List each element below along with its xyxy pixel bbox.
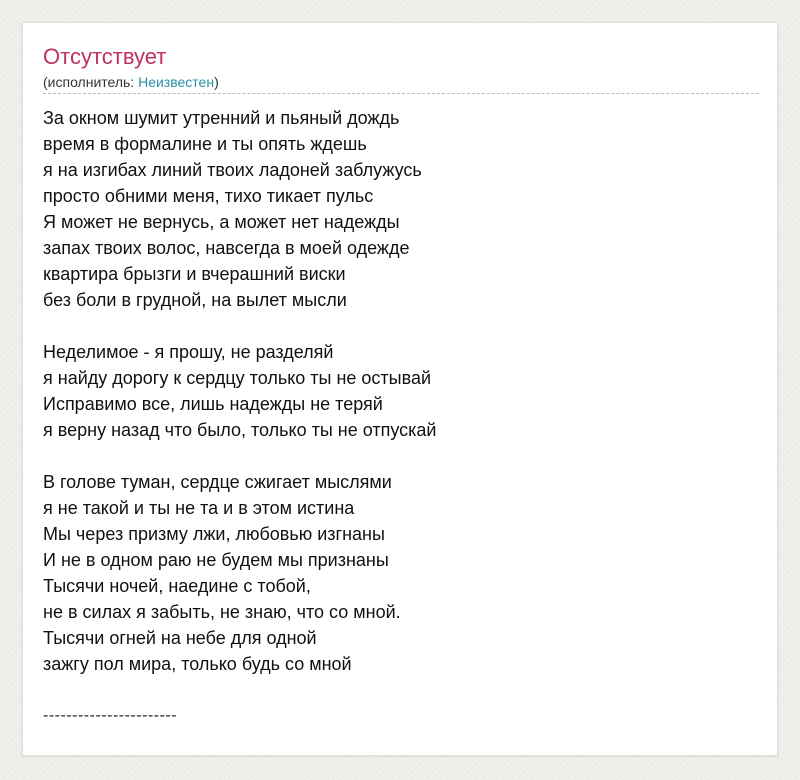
lyric-line: время в формалине и ты опять ждешь xyxy=(43,134,367,154)
artist-link[interactable]: Неизвестен xyxy=(138,74,215,90)
lyric-line: я найду дорогу к сердцу только ты не остывай xyxy=(43,368,432,388)
lyrics-stanza-1 xyxy=(43,105,743,313)
lyric-line: я на изгибах линий твоих ладоней заблужусь xyxy=(43,160,422,180)
lyric-line: В голове туман, сердце сжигает мыслями xyxy=(43,472,392,492)
artist-prefix: (исполнитель: xyxy=(43,74,139,90)
lyric-line: я верну назад что было, только ты не отпускай xyxy=(43,420,437,440)
lyrics-stanza-2 xyxy=(43,339,743,443)
lyric-line: Я может не вернусь, а может нет надежды xyxy=(43,212,400,232)
lyric-line: И не в одном раю не будем мы признаны xyxy=(43,550,389,570)
artist-line xyxy=(43,73,219,91)
lyrics-card xyxy=(22,22,778,756)
lyric-line: запах твоих волос, навсегда в моей одежде xyxy=(43,238,410,258)
lyrics-text xyxy=(43,105,743,729)
lyric-line: Неделимое - я прошу, не разделяй xyxy=(43,342,334,362)
lyric-line: Мы через призму лжи, любовью изгнаны xyxy=(43,524,385,544)
lyric-line: За окном шумит утренний и пьяный дождь xyxy=(43,108,400,128)
lyrics-end-separator: ----------------------- xyxy=(43,707,178,724)
lyric-line: квартира брызги и вчерашний виски xyxy=(43,264,346,284)
lyric-line: не в силах я забыть, не знаю, что со мной. xyxy=(43,602,401,622)
artist-suffix: ) xyxy=(214,74,219,90)
lyric-line: Исправимо все, лишь надежды не теряй xyxy=(43,394,383,414)
lyric-line: зажгу пол мира, только будь со мной xyxy=(43,654,352,674)
lyric-line: просто обними меня, тихо тикает пульс xyxy=(43,186,374,206)
song-title: Отсутствует xyxy=(43,44,167,69)
lyric-line: я не такой и ты не та и в этом истина xyxy=(43,498,355,518)
title-divider xyxy=(43,93,759,94)
lyric-line: Тысячи огней на небе для одной xyxy=(43,628,317,648)
lyric-line: без боли в грудной, на вылет мысли xyxy=(43,290,347,310)
lyrics-stanza-3 xyxy=(43,469,743,677)
lyric-line: Тысячи ночей, наедине с тобой, xyxy=(43,576,311,596)
